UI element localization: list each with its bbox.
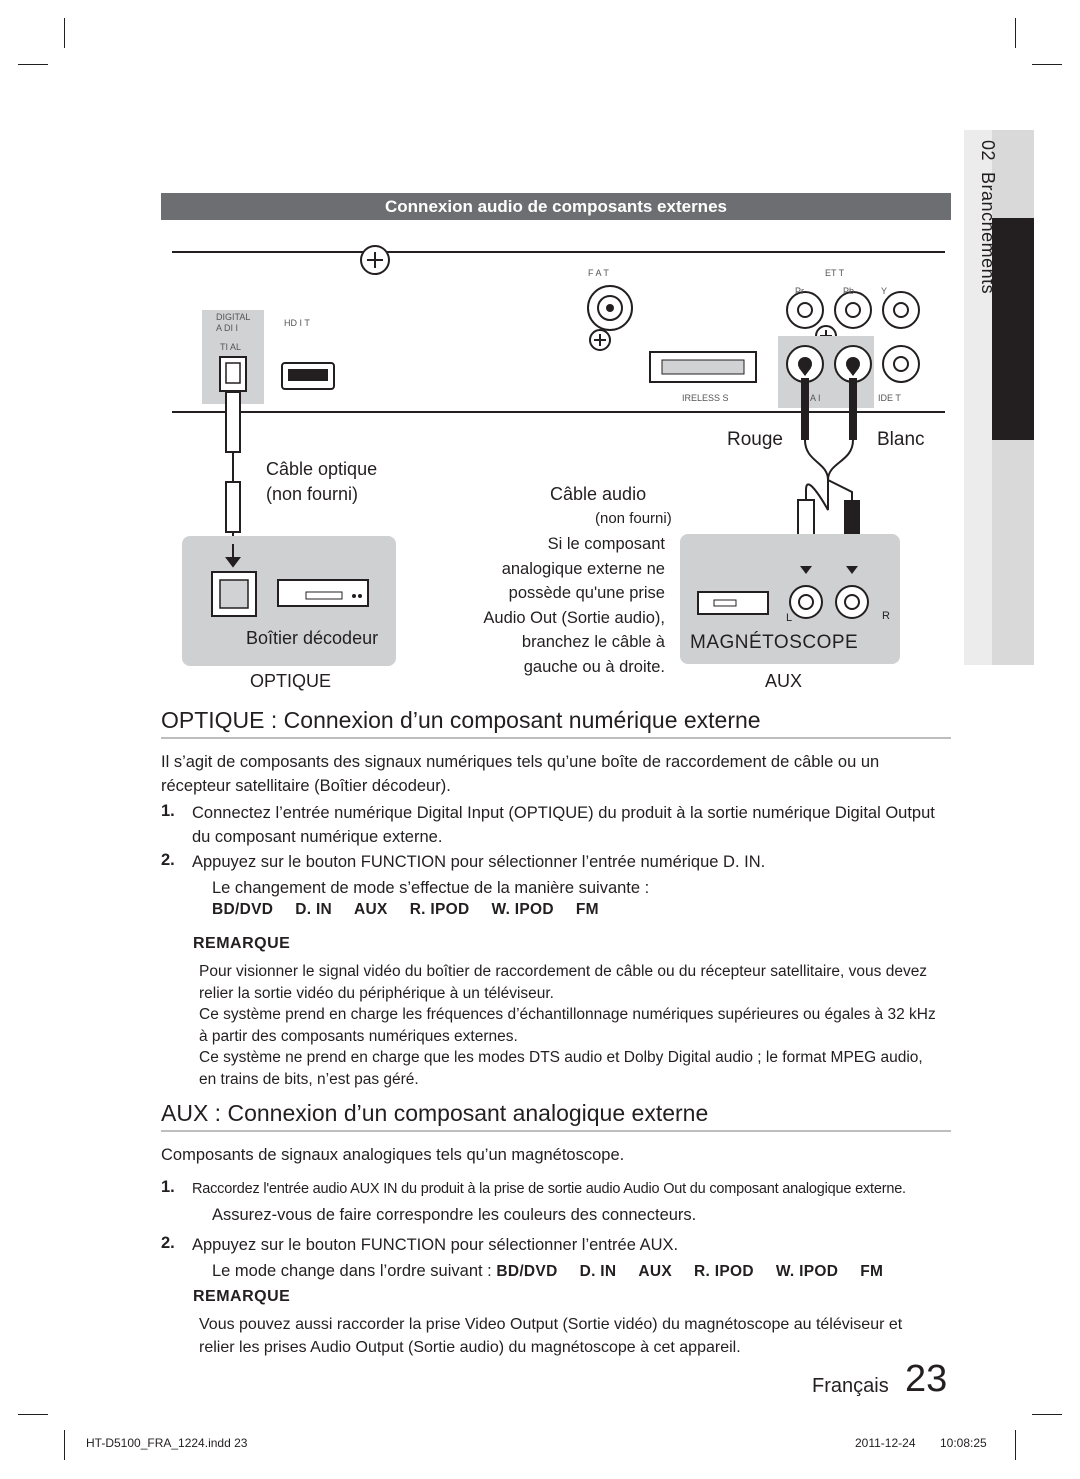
footer-date: 2011-12-24 — [855, 1436, 916, 1450]
aux-mode-sequence — [496, 1263, 905, 1280]
wireless-label: IRELESS S — [682, 393, 729, 403]
mode-sequence-item: D. IN — [295, 901, 333, 918]
optical-port-icon — [220, 357, 246, 391]
mode-sequence-item: W. IPOD — [491, 901, 554, 918]
step-number: 1. — [161, 802, 175, 820]
mode-sequence-item: R. IPOD — [694, 1263, 754, 1280]
remarque-note-3: Ce système ne prend en charge que les modes DTS audio et Dolby Digital audio ; le format MPEG audio, en trains de bits, n’est pas géré. — [199, 1049, 923, 1088]
optical-cable-label: Câble optique — [266, 459, 378, 479]
aux-step-2: Appuyez sur le bouton FUNCTION pour sélectionner l’entrée AUX. — [192, 1236, 679, 1254]
optique-step-1: Connectez l’entrée numérique Digital Input (OPTIQUE) du produit à la sortie numérique Digital Output du composant numérique externe. — [192, 804, 935, 846]
pb-label: Pb — [843, 286, 855, 296]
aux-mode-line: Le mode change dans l’ordre suivant : BD/DVD D. IN AUX R. IPOD W. IPOD FM — [212, 1259, 952, 1284]
optical-cable-note: (non fourni) — [266, 484, 359, 504]
mode-sequence-item: FM — [860, 1263, 884, 1280]
optique-mode-sequence — [212, 901, 621, 919]
optical-label: TI AL — [220, 342, 242, 352]
step-number: 2. — [161, 1234, 175, 1252]
step-number: 1. — [161, 1178, 175, 1196]
audio-cable-label: Câble audio — [550, 484, 647, 504]
mode-sequence-item: AUX — [638, 1263, 673, 1280]
mode-sequence-item: R. IPOD — [409, 901, 470, 918]
audio-cable-description — [460, 532, 665, 679]
audio-cable-description-line: Si le composant — [547, 535, 665, 553]
video-out-label: ET T — [825, 268, 845, 278]
aux-step-1: Raccordez l'entrée audio AUX IN du produit à la prise de sortie audio Audio Out du composant analogique externe. — [192, 1181, 906, 1197]
optique-step-2: Appuyez sur le bouton FUNCTION pour sélectionner l’entrée numérique D. IN. — [192, 853, 766, 871]
footer-time: 10:08:25 — [940, 1436, 987, 1450]
pr-label: Pr — [795, 286, 804, 296]
aux-label: AUX — [765, 671, 803, 691]
audio-cable-description-line: Audio Out (Sortie audio), — [483, 608, 665, 627]
footer-file: HT-D5100_FRA_1224.indd 23 — [86, 1436, 248, 1450]
crop-mark — [1032, 64, 1062, 65]
section-title-aux: AUX : Connexion d’un composant analogique externe — [161, 1100, 709, 1126]
mode-sequence-item: AUX — [354, 901, 388, 918]
remarque-heading: REMARQUE — [193, 935, 291, 952]
section-divider — [161, 737, 951, 739]
remarque-heading: REMARQUE — [193, 1288, 291, 1305]
page-language: Français — [812, 1375, 889, 1397]
digital-audio-label: DIGITAL A DI I — [216, 312, 251, 333]
aux-intro: Composants de signaux analogiques tels qu’un magnétoscope. — [161, 1146, 625, 1164]
aux-step-1-sub: Assurez-vous de faire correspondre les couleurs des connecteurs. — [212, 1206, 697, 1224]
section-divider — [161, 1130, 951, 1132]
audio-cable-description-line: possède qu'une prise — [508, 584, 665, 602]
crop-mark — [18, 1414, 48, 1415]
mode-sequence-item: BD/DVD — [496, 1263, 558, 1280]
aux-in-label: A I — [810, 393, 821, 403]
chapter-label: 02 Branchements — [978, 140, 998, 295]
crop-mark — [64, 18, 65, 48]
rouge-label: Rouge — [727, 429, 783, 450]
mode-sequence-item: W. IPOD — [775, 1263, 839, 1280]
blanc-label: Blanc — [877, 429, 925, 450]
decoder-label: Boîtier décodeur — [246, 628, 379, 648]
fm-ant-label: F A T — [588, 268, 609, 278]
audio-cable-description-line: branchez le câble à — [521, 633, 665, 651]
vcr-r-label: R — [882, 610, 890, 622]
page-number: 23 — [905, 1358, 948, 1400]
crop-mark — [64, 1430, 65, 1460]
connection-diagram — [160, 230, 952, 700]
aux-remarque-note: Vous pouvez aussi raccorder la prise Video Output (Sortie vidéo) du magnétoscope au téléviseur et relier les prises Audio Output (Sortie audio) du magnétoscope à cet appareil. — [199, 1316, 903, 1356]
remarque-note-2: Ce système prend en charge les fréquences d’échantillonnage numériques supérieures ou égales à 32 kHz à partir des composants numériques externes. — [199, 1006, 936, 1045]
optique-intro: Il s’agit de composants des signaux numériques tels qu’une boîte de raccordement de câble ou un récepteur satellitaire (Boîtier décodeur). — [161, 753, 880, 795]
mode-sequence-item: D. IN — [579, 1263, 617, 1280]
y-label: Y — [881, 286, 888, 296]
video-label: IDE T — [878, 393, 901, 403]
section-header: Connexion audio de composants externes — [161, 193, 951, 220]
audio-cable-description-line: gauche ou à droite. — [523, 657, 665, 676]
magnetoscope-label: MAGNÉTOSCOPE — [690, 632, 859, 653]
mode-sequence-item: BD/DVD — [212, 901, 274, 918]
vcr-l-label: L — [786, 612, 793, 624]
decoder-box — [182, 536, 396, 666]
crop-mark — [18, 64, 48, 65]
audio-cable-note: (non fourni) — [595, 510, 672, 527]
audio-cable-description-line: analogique externe ne — [501, 559, 665, 578]
section-title-optique: OPTIQUE : Connexion d’un composant numérique externe — [161, 707, 761, 733]
crop-mark — [1015, 1430, 1016, 1460]
mode-sequence-item: FM — [575, 901, 599, 918]
vcr-box — [680, 534, 900, 664]
optique-mode-line: Le changement de mode s’effectue de la manière suivante : — [212, 879, 650, 897]
step-number: 2. — [161, 851, 175, 869]
crop-mark — [1032, 1414, 1062, 1415]
remarque-note-1: Pour visionner le signal vidéo du boîtier de raccordement de câble ou du récepteur satellitaire, vous devez relier la sortie vidéo du périphérique à un téléviseur. — [199, 963, 928, 1002]
hdmi-out-label: HD I T — [284, 318, 310, 328]
crop-mark — [1015, 18, 1016, 48]
optique-label: OPTIQUE — [250, 671, 332, 691]
